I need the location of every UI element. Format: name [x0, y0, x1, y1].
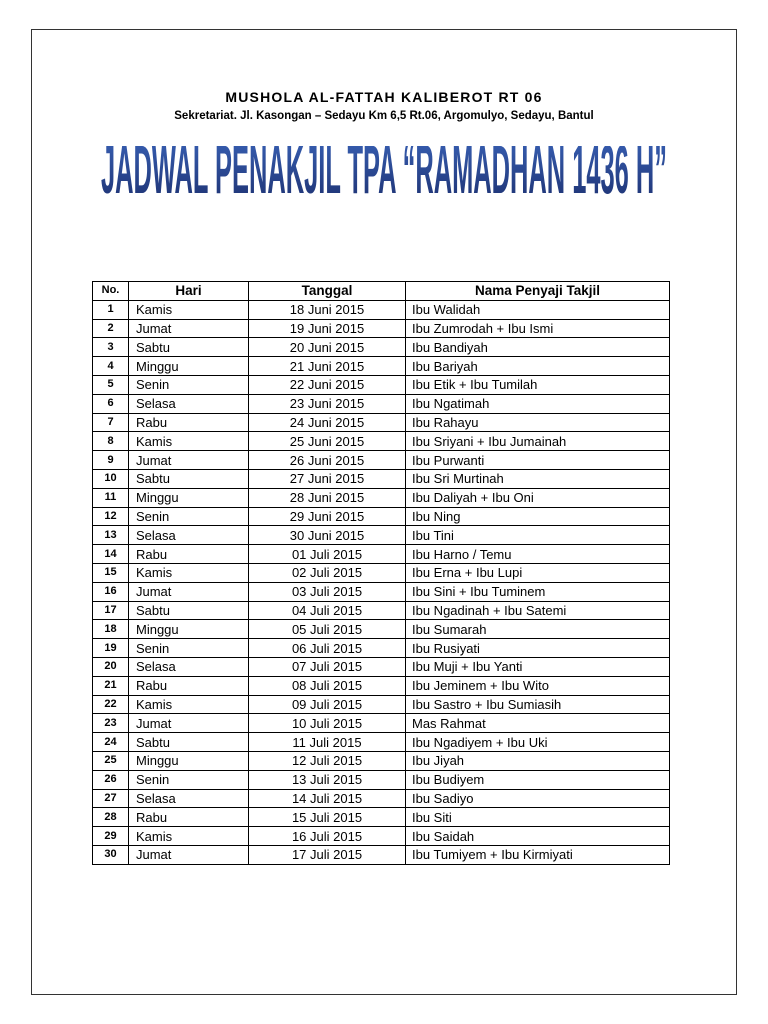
row-date: 11 Juli 2015 [249, 733, 406, 752]
row-date: 26 Juni 2015 [249, 451, 406, 470]
row-day: Jumat [129, 845, 249, 864]
row-day: Jumat [129, 714, 249, 733]
row-number: 29 [93, 827, 129, 846]
row-date: 09 Juli 2015 [249, 695, 406, 714]
row-day: Kamis [129, 300, 249, 319]
schedule-title [94, 146, 674, 256]
row-date: 18 Juni 2015 [249, 300, 406, 319]
row-day: Rabu [129, 545, 249, 564]
row-number: 5 [93, 375, 129, 394]
row-date: 12 Juli 2015 [249, 751, 406, 770]
row-date: 08 Juli 2015 [249, 676, 406, 695]
row-date: 05 Juli 2015 [249, 620, 406, 639]
row-date: 13 Juli 2015 [249, 770, 406, 789]
row-number: 2 [93, 319, 129, 338]
row-day: Sabtu [129, 469, 249, 488]
table-row [93, 507, 670, 526]
row-number: 8 [93, 432, 129, 451]
table-row [93, 526, 670, 545]
title-text: JADWAL PENAKJIL TPA “RAMADHAN 1436 H” [100, 146, 667, 209]
row-day: Selasa [129, 526, 249, 545]
table-row [93, 319, 670, 338]
row-day: Jumat [129, 582, 249, 601]
table-row [93, 545, 670, 564]
row-day: Selasa [129, 657, 249, 676]
row-name: Ibu Siti [406, 808, 670, 827]
row-date: 17 Juli 2015 [249, 845, 406, 864]
table-row [93, 620, 670, 639]
table-row [93, 469, 670, 488]
row-number: 22 [93, 695, 129, 714]
row-date: 04 Juli 2015 [249, 601, 406, 620]
table-row [93, 601, 670, 620]
table-row [93, 789, 670, 808]
row-day: Minggu [129, 620, 249, 639]
row-day: Rabu [129, 413, 249, 432]
row-day: Rabu [129, 808, 249, 827]
row-number: 7 [93, 413, 129, 432]
header-name: Nama Penyaji Takjil [406, 282, 670, 301]
row-day: Sabtu [129, 601, 249, 620]
row-name: Ibu Zumrodah + Ibu Ismi [406, 319, 670, 338]
header-day: Hari [129, 282, 249, 301]
row-number: 10 [93, 469, 129, 488]
row-number: 12 [93, 507, 129, 526]
table-row [93, 357, 670, 376]
table-row [93, 808, 670, 827]
row-date: 30 Juni 2015 [249, 526, 406, 545]
row-name: Ibu Purwanti [406, 451, 670, 470]
table-header-row [93, 282, 670, 301]
row-date: 20 Juni 2015 [249, 338, 406, 357]
table-row [93, 770, 670, 789]
org-name: MUSHOLA AL-FATTAH KALIBEROT RT 06 [225, 89, 543, 105]
row-number: 16 [93, 582, 129, 601]
row-number: 17 [93, 601, 129, 620]
row-name: Ibu Tumiyem + Ibu Kirmiyati [406, 845, 670, 864]
row-name: Ibu Rusiyati [406, 639, 670, 658]
table-row [93, 488, 670, 507]
row-number: 20 [93, 657, 129, 676]
row-date: 19 Juni 2015 [249, 319, 406, 338]
table-row [93, 300, 670, 319]
row-name: Ibu Tini [406, 526, 670, 545]
org-address: Sekretariat. Jl. Kasongan – Sedayu Km 6,5 Rt.06, Argomulyo, Sedayu, Bantul [174, 110, 594, 122]
row-number: 18 [93, 620, 129, 639]
row-number: 24 [93, 733, 129, 752]
row-number: 1 [93, 300, 129, 319]
table-row [93, 563, 670, 582]
row-day: Senin [129, 375, 249, 394]
row-number: 26 [93, 770, 129, 789]
row-date: 28 Juni 2015 [249, 488, 406, 507]
row-day: Jumat [129, 451, 249, 470]
row-day: Jumat [129, 319, 249, 338]
row-day: Sabtu [129, 338, 249, 357]
row-name: Ibu Sadiyo [406, 789, 670, 808]
row-day: Kamis [129, 827, 249, 846]
row-number: 9 [93, 451, 129, 470]
row-day: Minggu [129, 488, 249, 507]
row-day: Kamis [129, 563, 249, 582]
table-row [93, 714, 670, 733]
row-name: Ibu Muji + Ibu Yanti [406, 657, 670, 676]
row-name: Ibu Harno / Temu [406, 545, 670, 564]
row-day: Kamis [129, 432, 249, 451]
row-name: Ibu Sriyani + Ibu Jumainah [406, 432, 670, 451]
row-number: 30 [93, 845, 129, 864]
row-day: Senin [129, 639, 249, 658]
row-day: Rabu [129, 676, 249, 695]
row-number: 4 [93, 357, 129, 376]
table-row [93, 394, 670, 413]
header-date: Tanggal [249, 282, 406, 301]
row-date: 25 Juni 2015 [249, 432, 406, 451]
row-name: Ibu Ngadinah + Ibu Satemi [406, 601, 670, 620]
table-row [93, 432, 670, 451]
row-number: 28 [93, 808, 129, 827]
row-date: 01 Juli 2015 [249, 545, 406, 564]
row-number: 14 [93, 545, 129, 564]
row-name: Ibu Ngatimah [406, 394, 670, 413]
row-number: 13 [93, 526, 129, 545]
table-row [93, 827, 670, 846]
row-date: 15 Juli 2015 [249, 808, 406, 827]
row-date: 02 Juli 2015 [249, 563, 406, 582]
row-name: Ibu Bandiyah [406, 338, 670, 357]
row-number: 3 [93, 338, 129, 357]
row-name: Ibu Bariyah [406, 357, 670, 376]
row-date: 07 Juli 2015 [249, 657, 406, 676]
row-date: 27 Juni 2015 [249, 469, 406, 488]
row-day: Selasa [129, 789, 249, 808]
row-name: Ibu Walidah [406, 300, 670, 319]
row-date: 21 Juni 2015 [249, 357, 406, 376]
table-row [93, 639, 670, 658]
row-name: Ibu Jiyah [406, 751, 670, 770]
table-row [93, 375, 670, 394]
header-no: No. [93, 282, 129, 301]
row-day: Senin [129, 507, 249, 526]
row-name: Ibu Budiyem [406, 770, 670, 789]
row-day: Selasa [129, 394, 249, 413]
row-name: Ibu Erna + Ibu Lupi [406, 563, 670, 582]
row-date: 23 Juni 2015 [249, 394, 406, 413]
row-date: 06 Juli 2015 [249, 639, 406, 658]
table-row [93, 657, 670, 676]
row-date: 16 Juli 2015 [249, 827, 406, 846]
row-number: 6 [93, 394, 129, 413]
row-name: Ibu Ning [406, 507, 670, 526]
row-number: 21 [93, 676, 129, 695]
row-date: 14 Juli 2015 [249, 789, 406, 808]
table-row [93, 751, 670, 770]
row-date: 10 Juli 2015 [249, 714, 406, 733]
row-date: 29 Juni 2015 [249, 507, 406, 526]
row-number: 23 [93, 714, 129, 733]
row-name: Ibu Jeminem + Ibu Wito [406, 676, 670, 695]
row-name: Ibu Sini + Ibu Tuminem [406, 582, 670, 601]
row-day: Minggu [129, 357, 249, 376]
row-number: 27 [93, 789, 129, 808]
row-name: Ibu Sri Murtinah [406, 469, 670, 488]
row-number: 19 [93, 639, 129, 658]
row-name: Ibu Ngadiyem + Ibu Uki [406, 733, 670, 752]
row-date: 22 Juni 2015 [249, 375, 406, 394]
row-number: 15 [93, 563, 129, 582]
row-name: Ibu Rahayu [406, 413, 670, 432]
table-row [93, 413, 670, 432]
row-name: Ibu Daliyah + Ibu Oni [406, 488, 670, 507]
row-date: 03 Juli 2015 [249, 582, 406, 601]
row-name: Ibu Sastro + Ibu Sumiasih [406, 695, 670, 714]
row-name: Ibu Sumarah [406, 620, 670, 639]
row-day: Senin [129, 770, 249, 789]
row-day: Kamis [129, 695, 249, 714]
row-name: Ibu Etik + Ibu Tumilah [406, 375, 670, 394]
row-name: Mas Rahmat [406, 714, 670, 733]
row-date: 24 Juni 2015 [249, 413, 406, 432]
row-number: 25 [93, 751, 129, 770]
table-row [93, 338, 670, 357]
table-row [93, 733, 670, 752]
row-name: Ibu Saidah [406, 827, 670, 846]
schedule-table [92, 281, 670, 865]
table-row [93, 845, 670, 864]
row-day: Minggu [129, 751, 249, 770]
table-row [93, 676, 670, 695]
row-number: 11 [93, 488, 129, 507]
table-row [93, 451, 670, 470]
row-day: Sabtu [129, 733, 249, 752]
table-row [93, 582, 670, 601]
table-row [93, 695, 670, 714]
